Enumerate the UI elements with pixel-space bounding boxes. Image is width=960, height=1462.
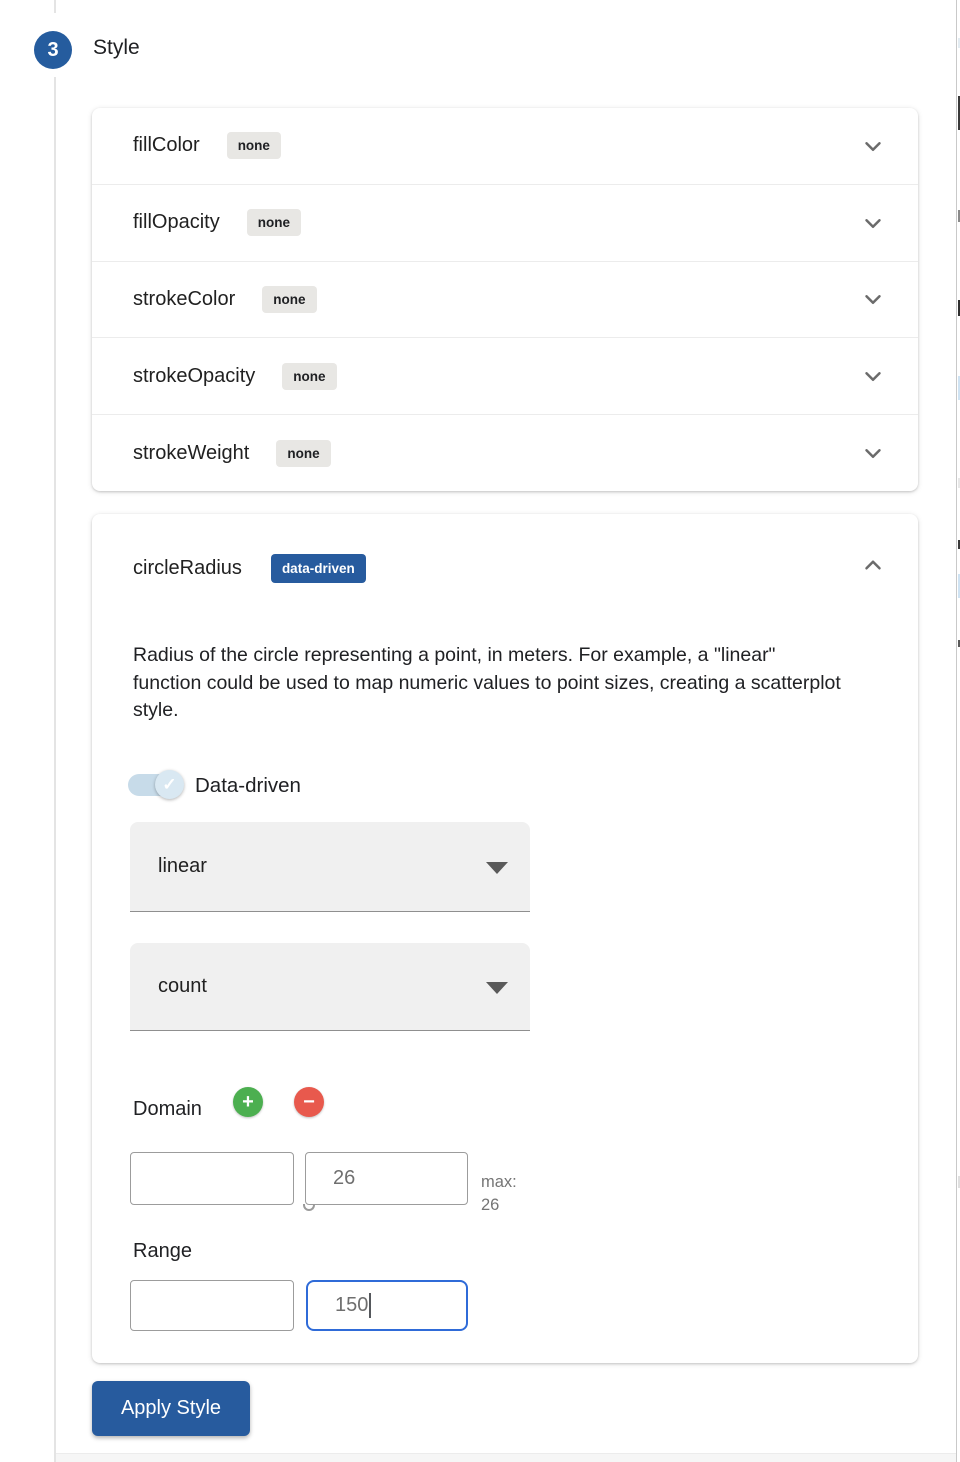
property-value-badge: none [247,209,301,236]
stepper-connector-bottom [54,77,56,1462]
text-cursor [369,1293,371,1318]
property-label: strokeOpacity [133,364,256,387]
range-label: Range [133,1240,192,1262]
field-select[interactable] [130,943,530,1031]
range-min-input[interactable] [130,1280,294,1331]
property-row-fillopacity[interactable] [92,185,918,262]
property-row-strokeweight[interactable] [92,415,918,491]
chevron-up-icon[interactable] [860,552,886,578]
toggle-check-icon: ✓ [155,770,184,799]
function-select-value: linear [158,855,207,877]
chevron-down-icon[interactable] [860,440,886,466]
minus-icon: − [303,1091,315,1113]
field-select-value: count [158,975,207,997]
dropdown-arrow-icon [486,982,508,994]
property-row-fillcolor[interactable] [92,108,918,185]
range-max-input-focused[interactable] [306,1280,468,1331]
domain-max-value: 26 [333,1167,356,1189]
property-label: fillColor [133,134,200,157]
domain-min-input[interactable] [130,1152,294,1205]
domain-label: Domain [133,1098,202,1120]
property-label: circleRadius [133,557,242,579]
property-row-strokecolor[interactable] [92,262,918,339]
clipped-text-artifact [303,1204,315,1211]
property-value-badge: none [276,440,330,467]
property-label: fillOpacity [133,211,220,234]
remove-domain-stop-button[interactable] [294,1087,324,1117]
chevron-down-icon[interactable] [860,363,886,389]
data-driven-toggle[interactable] [128,774,178,796]
add-domain-stop-button[interactable] [233,1087,263,1117]
chevron-down-icon[interactable] [860,210,886,236]
property-row-strokeopacity[interactable] [92,338,918,415]
dropdown-arrow-icon [486,862,508,874]
property-value-badge: none [282,363,336,390]
apply-style-button[interactable]: Apply Style [92,1381,250,1436]
function-select[interactable] [130,822,530,912]
stepper-connector-top [54,0,56,13]
property-label: strokeWeight [133,441,250,464]
domain-max-hint [481,1171,517,1216]
range-max-value: 150 [335,1294,369,1316]
property-value-badge: none [262,286,316,313]
circle-radius-card [92,514,918,1363]
circle-radius-header[interactable] [133,554,366,583]
step-number-badge: 3 [34,31,72,69]
next-section-edge [56,1453,956,1462]
max-hint-label: max: [481,1173,517,1191]
step-title: Style [93,36,140,59]
toggle-label: Data-driven [195,774,301,797]
chevron-down-icon[interactable] [860,133,886,159]
data-driven-badge: data-driven [271,554,366,583]
domain-max-input[interactable] [305,1152,468,1205]
chevron-down-icon[interactable] [860,286,886,312]
property-description: Radius of the circle representing a point, in meters. For example, a "linear" function could be used to map numeric values to point sizes, creating a scatterplot style. [133,644,841,721]
plus-icon: + [242,1091,254,1113]
max-hint-value: 26 [481,1195,500,1214]
property-label: strokeColor [133,287,236,310]
style-properties-card [92,108,918,491]
property-value-badge: none [227,132,281,159]
